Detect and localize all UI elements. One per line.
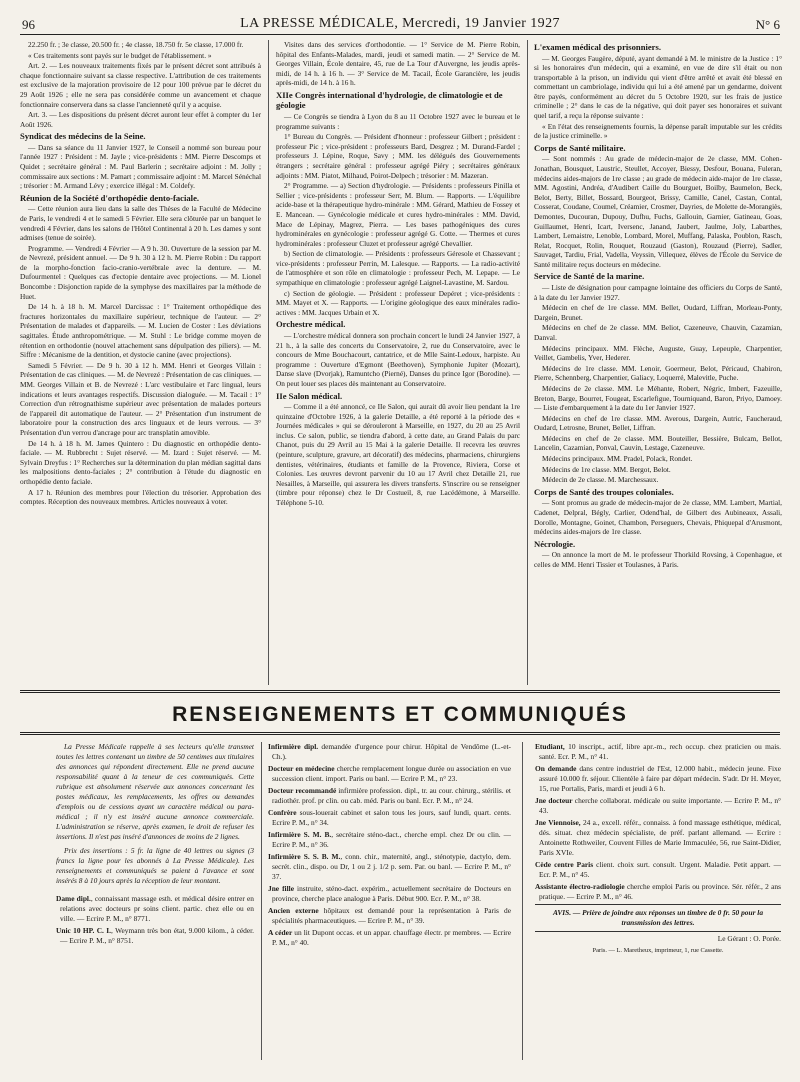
article-paragraph: Art. 2. — Les nouveaux traitements fixés par le présent décret sont attribués à chaque fonctionnaire suivant sa classe respective. L'attribution de ces traitements est exclusive de la majoration provisoire de 12 pour 100 prévue par le décret du 29 Août 1926 ; elle ne sera pas considérée comme un avancement et chaque fonctionnaire conservera dans sa classe l'ancienneté qu'il y a acquise. — [20, 61, 261, 109]
ad-lead: Docteur recommandé — [268, 786, 337, 795]
article-paragraph: « Ces traitements sont payés sur le budget de l'établissement. » — [28, 50, 212, 60]
section-heading: Corps de Santé militaire. — [534, 142, 626, 153]
ad-text: Prix des insertions : 5 fr. la ligne de 40 lettres ou signes (3 francs la ligne pour les abonnés à La Presse Médicale). Les renseignements et communiqués se paient à l'avance et sont insérés 8 à 10 jours après la réception de leur montant. — [56, 846, 254, 885]
ad-lead: Confrère — [268, 808, 297, 817]
section-heading: Corps de Santé des troupes coloniales. — [534, 486, 674, 497]
classified-ad — [268, 764, 511, 784]
classified-ad — [535, 764, 781, 794]
article-paragraph: Médecins en chef de 1re classe. MM. Averous, Dargein, Autric, Faucheraud, Oudard, Letrosne, Brunet, Bellet, Liffran. — [534, 413, 782, 433]
ad-lead: Docteur en médecine — [268, 764, 335, 773]
article-paragraph: — Cette réunion aura lieu dans la salle des Thèses de la Faculté de Médecine de Paris, le vendredi 4 et le samedi 5 Février. Elle sera clôturée par un banquet le vendredi 4 Février, dans les salons de l'Hôtel Continental à 20 h. Les dames y sont admises (tenue de soirée). — [20, 204, 261, 243]
classified-ad — [535, 860, 781, 880]
section-heading: Service de Santé de la marine. — [534, 271, 645, 282]
section-heading: L'examen médical des prisonniers. — [534, 42, 661, 52]
ad-text: un lit Dupont occas. et un appar. chauffage électr. pr membres. — Ecrire P. M., n° 40. — [272, 928, 511, 947]
column-3 — [534, 40, 782, 685]
ad-lead: Unic 10 HP. C. I. — [56, 926, 111, 935]
notice-paragraph — [56, 846, 254, 886]
ad-text: cherche collaborat. médicale ou suite importante. — Ecrire P. M., n° 43. — [539, 796, 781, 815]
classified-ad — [268, 742, 511, 762]
article-paragraph: Art. 3. — Les dispositions du présent décret auront leur effet à compter du 1er Août 1926. — [20, 110, 261, 129]
ad-text: hôpitaux est demandé pour la représentation à Paris de spécialités pharmaceutiques. — Ecrire P. M., n° 39. — [272, 906, 511, 925]
article-paragraph: A 17 h. Réunion des membres pour l'élection du trésorier. Approbation des comptes. Réception des nouveaux membres. Articles nouveaux à voter. — [20, 487, 261, 507]
ads-list — [535, 742, 781, 902]
ad-text: demandée d'urgence pour chirur. Hôpital de Vendôme (L.-et-Ch.). — [272, 742, 511, 761]
article-paragraph: b) Section de climatologie. — Présidents : professeurs Géresole et Chassevant ; vice-présidents : professeur Perrin, M. Lalesque. — Rapports. — La radio-activité de l'atmosphère et son rôle en climatologie : professeur Pech, M. Lepape. — Le sympathique en climatologie : professeur agrégé Laignel-Lavastine, M. Sardou. — [276, 249, 520, 288]
classified-ad — [268, 786, 511, 806]
classified-ad — [535, 818, 781, 858]
ad-lead: Cède centre Paris — [535, 860, 594, 869]
section-heading: Orchestre médical. — [276, 319, 346, 330]
classified-ad — [535, 796, 781, 816]
article-paragraph: Médecins de 1re classe. MM. Lenoir, Goermeur, Belot, Péricaud, Chabiron, Pierre, Schennberg, Charpentier, Galiacy, Loquerré, Malevitle, Puche. — [534, 363, 782, 383]
article-paragraph: Médecin de 2e classe. M. Marchessaux. — [542, 475, 659, 485]
article-paragraph: Programme. — Vendredi 4 Février — A 9 h. 30. Ouverture de la session par M. de Nevrezé, président annuel. — De 9 h. 30 à 12 h. M. Pierre Robin : Du rapport de la morpho-fonction facio-cranio-vertébrale avec la denture. — M. Dufourmentel : Quelques cas d'ectopie dentaire avec projections. — M. Lionel Boncombe : Disjonction rapide de la symphyse des maxillaires par la méthode de Huet. — [20, 243, 261, 301]
ads-column-2 — [268, 742, 511, 1060]
classified-ad — [268, 884, 511, 904]
header-rule — [20, 34, 780, 35]
ads-column-3 — [535, 742, 781, 1060]
classified-ad — [56, 894, 254, 924]
classified-ad — [268, 852, 511, 882]
ad-lead: Etudiant, — [535, 742, 565, 751]
article-paragraph: — Sont promus au grade de médecin-major de 2e classe, MM. Lambert, Martial, Cadenet, Delpral, Bégly, Carlier, Odend'hal, de Gilbert des Aubineaux, Assali, Dorolle, Montagne, Goinet, Chambon, Perseguers, Chevais, Phiquepal d'Arusmont, médecins aides-majors de 1re classe. — [534, 498, 782, 537]
section-heading: Réunion de la Société d'orthopédie dento-faciale. — [20, 192, 200, 203]
ad-lead: Jne Viennoise, — [535, 818, 581, 827]
classified-ad — [268, 830, 511, 850]
ad-lead: Jne fille — [268, 884, 295, 893]
ads-column-1 — [56, 742, 254, 1060]
classified-ad — [535, 882, 781, 902]
ad-lead: On demande — [535, 764, 577, 773]
ad-lead: Assistante électro-radiologie — [535, 882, 625, 891]
article-paragraph: De 14 h. à 18 h. M. Marcel Darcissac : 1° Traitement orthopédique des fractures horizontales du maxillaire supérieur, technique de l'auteur. — 2° Présentation de malades et d'appareils. — M. Lucien de Coster : Les déviations sagittales. Étude anthropométrique. — M. Stuhl : Le bridge comme moyen de rétention en orthodontie (nouvel attachement sans dépulpation des piliers). — M. Siffre : Mécanisme de la dentition, et dystocie canine (avec projections). — [20, 302, 261, 360]
section-heading: IIe Salon médical. — [276, 390, 343, 401]
ad-text: instruite, sténo-dact. expérim., actuellement secrétaire de Docteurs en province, cherche place analogue à Paris. Début 900. Ecr. P. M., n° 38. — [272, 884, 511, 903]
article-paragraph: — Dans sa séance du 11 Janvier 1927, le Conseil a nommé son bureau pour l'année 1927 : Président : M. Jayle ; vice-présidents : MM. Pierre Descomps et Quidet ; secrétaire général : M. Paul Barlerin ; secrétaire adjoint : M. Jolly ; commissaire aux sections : M. Pamart ; commissaire adjoint : M. Marcel Sénéchal ; trésorier : M. Armand Lévy ; exercice illégal : M. Coldefy. — [20, 142, 261, 191]
ad-lead: Jne docteur — [535, 796, 573, 805]
article-paragraph: — M. Georges Faugère, député, ayant demandé à M. le ministre de la Justice : 1° si les honoraires d'un médecin, qui a examiné, en vue de dire s'il était ou non transportable à la prison, un individu qui vient d'être arrêté et avait été blessé en commettant un cambriolage, individu qui lui a été amené par un gendarme, doivent être payés, conformément au décret du 5 Octobre 1920, sur les frais de justice criminelle ; 2° dans le cas de la négative, qui doit payer ses honoraires et suivant quel tarif, a reçu la réponse suivante : — [534, 53, 782, 121]
journal-title: LA PRESSE MÉDICALE, Mercredi, 19 Janvier 1927 — [240, 16, 560, 31]
gerant-line: Le Gérant : O. Porée. — [717, 934, 781, 943]
ad-text: client. choix surt. consult. Urgent. Maladie. Petit appart. — Ecr. P. M., n° 45. — [539, 860, 781, 879]
article-paragraph: — Ce Congrès se tiendra à Lyon du 8 au 11 Octobre 1927 avec le bureau et le programme suivants : — [276, 111, 520, 131]
section-rule — [20, 690, 780, 693]
issue-number: N° 6 — [755, 17, 780, 32]
ad-lead: Infirmière S. S. B. M. — [268, 852, 341, 861]
column-divider — [527, 40, 528, 685]
ad-text: cherche remplacement longue durée ou association en vue succession client. import. Paris ou banl. — Ecrire P. M., n° 23. — [272, 764, 511, 783]
ad-text: 10 inscript., actif, libre apr.-m., rech occup. chez praticien ou mais. santé. Ecr. P. M., n° 41. — [539, 742, 781, 761]
page-number: 96 — [22, 17, 35, 32]
ad-text: infirmière profession. dipl., tr. au cour. chirurg., stérilis. et radiothér. prof. pr clin. ou cab. méd. Paris ou banl. Ecr. P. M., n° 24. — [272, 786, 511, 805]
ad-text: La Presse Médicale rappelle à ses lecteurs qu'elle transmet toutes les lettres contenant un timbre de 50 centimes aux titulaires des annonces qui répondent directement. Elle ne prend aucune responsabilité quant à la teneur de ces communiqués. Cette rubrique est absolument réservée aux annonces concernant les postes médicaux, les remplacements, les offres ou demandes d'emplois ou de cessions ayant un caractère médical ou para-médical ; il n'y est inséré aucune annonce commerciale. L'administration se réserve, après examen, le droit de refuser les insertions. Il n'est pas inséré d'annonces de moins de 2 lignes. — [56, 742, 254, 841]
notice-paragraph — [56, 742, 254, 842]
section-banner: RENSEIGNEMENTS ET COMMUNIQUÉS — [172, 703, 628, 726]
article-paragraph: « En l'état des renseignements fournis, la dépense paraît imputable sur les crédits de la justice criminelle. » — [534, 121, 782, 141]
ad-text: cherche emploi Paris ou province. Sér. référ., 2 ans pratique. — Ecrire P. M., n° 46. — [539, 882, 781, 901]
ad-text: dans centre industriel de l'Est, 12.000 habit., médecin jeune. Fixe assuré 10.000 fr. séjour. Clientèle à faire par départ médecin. S'adr. Dr H. Meyer, 15, rue Portalis, Paris, mardi et jeudi à 6 h. — [539, 764, 781, 793]
article-paragraph: Médecins principaux. MM. Pradel, Polack, Rondet. — [542, 454, 693, 464]
ad-text: , Weymann très bon état, 9.000 kilom., à céder. — Ecrire P. M., n° 8751. — [60, 926, 254, 945]
article-paragraph: Visites dans des services d'orthodontie. — 1° Service de M. Pierre Robin, hôpital des Enfants-Malades, mardi, jeudi et samedi matin. — 2° Service de M. Georges Villain, École dentaire, 45, rue de La Tour d'Auvergne, les jeudis après-midi, de 14 h. à 16 h. — 3° Service de M. Tacail, École Garancière, les jeudis après-midi, de 14 h. à 16 h. — [276, 40, 520, 88]
article-paragraph: — Sont nommés : Au grade de médecin-major de 2e classe, MM. Cohen-Jonathan, Bousquet, Laustric, Steullet, Accoyer, Biessy, Desfour, Bouana, Fuleran, médecins aides-majors de 1re classe ; au grade de médecin aide-major de 1re classe, MM. Agostini, Andréa, d'Audibert Caille du Bourguet, Boilby, Baumelon, Beck, Belot, Berty, Billet, Bossard, Bourgeot, Brissy, Camille, Canel, Castan, Contal, Cosserat, Coudane, Coumel, Créamier, Crosmer, Dayries, de Molette de-Morangiès, Demontes, Ducouran, Dupouy, Dufhu, Fuchs, Gallouin, Garnier, Gatineau, Goas, Guillaumet, Henri, Icart, Iversenc, Janand, Jaubert, Jaulme, Joly, Labarthes, Lambert, Lemaistre, Lenoble, Lombard, Morel, Muffang, Palaska, Poublon, Rasch, Relat, Rocquet, Rolin, Rouquet, Rouzaud (Gaston), Rouzaud (Pierre), Sadler, Sauvaget, Tardiu, Frial, Vadella, Veyssin, Villequez, élèves de l'École du Service de Santé militaire reçus docteurs en médecine. — [534, 154, 782, 269]
section-heading: XIIe Congrès international d'hydrologie, de climatologie et de géologie — [276, 89, 503, 111]
printer-line: Paris. — L. Maretheux, imprimeur, 1, rue Cassette. — [592, 947, 724, 954]
article-paragraph: 2° Programme. — a) Section d'hydrologie. — Présidents : professeurs Pinilla et Sellier ; vice-présidents : professeur Serr, M. Blum. — Rapports. — L'équilibre acide-base et la thérapeutique hydro-minérale : MM. Gérard, Mathieu de Fossey et E. Mancean. — Gynécologie médicale et cures hydro-minérales : MM. David, Mace de Lépinay, Magrez, Pierra. — Les bases pathogéniques des cures hydrominérales en gynécologie : professeur agrégé G. Cotte. — Thermes et cures hydrominérales : professeur Cluzet et professeur agrégé Chevallier. — [276, 181, 520, 248]
column-1 — [20, 40, 261, 685]
column-divider — [268, 40, 269, 685]
section-rule — [20, 732, 780, 735]
article-paragraph: — Liste de désignation pour campagne lointaine des officiers du Corps de Santé, à la date du 1er Janvier 1927. — [534, 282, 782, 302]
section-heading: Nécrologie. — [534, 538, 576, 549]
ad-text: , conn. chir., maternité, angl., sténotypie, dactylo, dem. secrét. clin., dispo. ou Dr, 1 ou 2 j. 1/2 p. sem. Par. ou banl. — Ecrire P. M., n° 37. — [272, 852, 511, 881]
article-paragraph: 1° Bureau du Congrès. — Président d'honneur : professeur Gilbert ; président : professeur Pic ; vice-président : professeurs Bard, Desgrez ; M. Durand-Fardel ; professeurs J. Lépine, Roque, Savy ; MM. les délégués des Gouvernements étrangers ; secrétaire général : professeur agrégé Piéry ; secrétaires généraux adjoints : MM. Piatot, Milhaud, Poirot-Delpech ; trésorier : M. Mazeran. — [276, 132, 520, 180]
ad-lead: Dame dipl. — [56, 894, 91, 903]
ad-lead: Infirmière S. M. B. — [268, 830, 332, 839]
ad-text: 24 a., excell. référ., connaiss. à fond massage esthétique, médical, dés. situat. chez médecin spécialiste, de préf. parlant allemand. — Ecrire : Antoinette Rothweiler, Couvent Filles de Marie Immaculée, 56, rue Saint-Didier, Paris XVIe. — [539, 818, 781, 857]
ad-text: sous-louerait cabinet et salon tous les jours, sauf lundi, quart. cents. Ecrire P. M., n° 34. — [272, 808, 511, 827]
classified-ad — [56, 926, 254, 946]
article-paragraph: Médecins en chef de 2e classe. MM. Bouteiller, Bessière, Bulcam, Bellot, Lancelin, Cazamian, Ponval, Cauvin, Lestage, Cazeneuve. — [534, 433, 782, 453]
ad-text: , connaissant massage esth. et médical désire entrer en relations avec docteurs pr soins client. partic. chez elle ou en ville. — Ecrire P. M., n° 8771. — [60, 894, 254, 923]
article-paragraph: Médecins de 1re classe. MM. Bergot, Belot. — [542, 464, 671, 474]
column-2 — [276, 40, 520, 685]
article-paragraph: Médecins principaux. MM. Flèche, Auguste, Guay, Lepeuple, Charpentier, Veillet, Gambelis, Yver, Hederer. — [534, 343, 782, 363]
article-paragraph: c) Section de géologie. — Président : professeur Depéret ; vice-présidents : MM. Mayet et X. — Rapports. — L'origine géologique des eaux minérales radio-actives : MM. Jacques Urbain et X. — [276, 288, 520, 317]
classified-ad — [268, 928, 511, 948]
article-paragraph: Médecin en chef de 1re classe. MM. Bellet, Oudard, Liffran, Morleau-Ponty, Dargein, Brunet. — [534, 303, 782, 322]
article-paragraph: Médecins de 2e classe. MM. Le Méhante, Robert, Négric, Imbert, Fazeuille, Breton, Barge, Bourret, Fougeat, Escarlefigue, Tourniquand, Baron, Priyo, Damoey. — Liste d'embarquement à la date du 1er Janvier 1927. — [534, 383, 782, 413]
column-divider — [522, 742, 523, 1060]
ad-lead: Infirmière dipl. — [268, 742, 319, 751]
page-header — [0, 0, 800, 34]
avis-notice: AVIS. — Prière de joindre aux réponses un timbre de 0 fr. 50 pour la transmission des lettres. — [535, 904, 781, 932]
article-paragraph: 22.250 fr. ; 3e classe, 20.500 fr. ; 4e classe, 18.750 fr. 5e classe, 17.000 fr. — [28, 40, 244, 49]
ad-lead: A céder — [268, 928, 293, 937]
ad-lead: Ancien externe — [268, 906, 319, 915]
article-paragraph: Samedi 5 Février. — De 9 h. 30 à 12 h. MM. Henri et Georges Villain : Présentation de cas cliniques. — M. de Nevrezé : Présentation de cas cliniques. — MM. Georges Villain et B. de Nevrezé : L'arc vestibulaire et l'arc lingual, leurs indications et leurs avantages respectifs. Discussion dialoguée. — M. Tacail : 1° Correction d'un rétrognathisme supérieur avec présentation de malades porteurs de l'appareil dit automatique de l'auteur. — 2° Présentation d'un instrument de laboratoire pour la construction des arcs linguaux et de leurs verrous. — 3° Présentation d'un verrou d'ancrage pour arc transplatin amovible. — [20, 360, 261, 437]
classified-ad — [268, 808, 511, 828]
column-divider — [261, 742, 262, 1060]
article-paragraph: — On annonce la mort de M. le professeur Thorkild Rovsing, à Copenhague, et celles de MM. Henri Tissier et Toulasnes, à Paris. — [534, 550, 782, 569]
article-paragraph: — L'orchestre médical donnera son prochain concert le lundi 24 Janvier 1927, à 21 h., à la salle des concerts du Conservatoire, 2, rue du Conservatoire, avec le concours de Mme Bouchacourt, cantatrice, et de Mlle Saint-Ledoux, harpiste. Au programme : Ouverture d'Egmont (Beethoven), Symphonie Jupiter (Mozart), Danse slave (Dvorjak), Ramuntcho (Pierné), Danses du prince Igor (Borodine). — On peut louer ses places dès maintenant au Conservatoire. — [276, 330, 520, 388]
ad-text: , secrétaire sténo-dact., cherche empl. chez Dr ou clin. — Ecrire P. M., n° 36. — [272, 830, 511, 849]
article-paragraph: — Comme il a été annoncé, ce IIe Salon, qui aurait dû avoir lieu pendant la 1re quinzaine d'Octobre 1926, à la galerie Detaille, a été reporté à la période des « Journées médicales » qui se dérouleront à Marseille, en 1927, du 20 au 25 Avril inclus. Ce salon, public, se tiendra d'abord, à cette date, au Grand Palais du parc Chanot, puis du 29 Avril au 15 Mai à la galerie Detaille. Il recevra les œuvres (peinture, sculpture, gravure, art décoratif) des médecins, pharmaciens, chirurgiens dentistes, vétérinaires, étudiants et famille de la Provence, Riviera, Corse et Colonies. Les œuvres devront parvenir du 10 au 17 Avril chez Detaille 21, rue Nesailles, à Marseille, qui assurera les divers transferts. S'inscrire ou se renseigner (timbre pour réponse) chez le Dr Costueil, 8, rue Lacédémone, à Marseille. Téléphone 5-10. — [276, 402, 520, 507]
classified-ad — [268, 906, 511, 926]
classified-ad — [535, 742, 781, 762]
section-heading: Syndicat des médecins de la Seine. — [20, 131, 146, 142]
article-paragraph: De 14 h. à 18 h. M. James Quintero : Du diagnostic en orthopédie dento-faciale. — M. Rubbrecht : Sujet réservé. — M. Izard : Sujet réservé. — M. Sylvain Dreyfus : 1° Recherches sur la détermination du plan médian sagittal dans les malpositions dento-faciales ; 2° contribution à l'étude du diagnostic en orthopédie dento faciale. — [20, 438, 261, 486]
article-paragraph: Médecins en chef de 2e classe. MM. Beliot, Cazeneuve, Chauvin, Cazamian, Danval. — [534, 323, 782, 342]
